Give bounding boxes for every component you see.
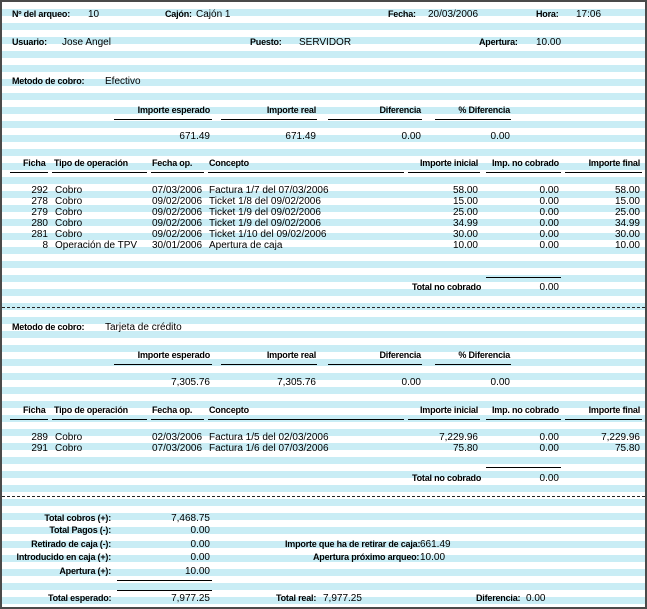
apertura-label: Apertura: xyxy=(479,37,518,47)
puesto-label: Puesto: xyxy=(250,37,282,47)
rule xyxy=(208,172,404,173)
metodo-label: Metodo de cobro: xyxy=(12,76,85,86)
col-header-no-cobrado: Imp. no cobrado xyxy=(491,405,559,415)
summary-header-diferencia: Diferencia xyxy=(379,350,421,360)
puesto-value: SERVIDOR xyxy=(299,37,352,48)
summary-diferencia: 0.00 xyxy=(401,131,421,142)
total-pagos-label: Total Pagos (-): xyxy=(49,525,111,535)
summary-header-real: Importe real xyxy=(266,105,316,115)
cell-fecha: 09/02/2006 xyxy=(152,207,203,218)
cell-concepto: Apertura de caja xyxy=(209,240,283,251)
cell-final: 34.99 xyxy=(614,218,640,229)
summary-real: 7,305.76 xyxy=(277,377,316,388)
metodo-value: Efectivo xyxy=(105,76,141,87)
cell-inicial: 25.00 xyxy=(452,207,478,218)
cell-final: 10.00 xyxy=(614,240,640,251)
cell-no-cobrado: 0.00 xyxy=(539,185,559,196)
rule xyxy=(486,172,561,173)
cell-no-cobrado: 0.00 xyxy=(539,432,559,443)
cell-final: 75.80 xyxy=(614,443,640,454)
col-header-ficha: Ficha xyxy=(23,405,46,415)
cell-tipo: Operación de TPV xyxy=(55,240,138,251)
cell-ficha: 278 xyxy=(31,196,48,207)
total-pagos-value: 0.00 xyxy=(190,525,210,536)
hora-value: 17:06 xyxy=(576,9,602,20)
summary-pct: 0.00 xyxy=(490,377,510,388)
cell-fecha: 09/02/2006 xyxy=(152,196,203,207)
fecha-value: 20/03/2006 xyxy=(428,9,479,20)
retirar-value: 661.49 xyxy=(420,539,451,550)
cell-final: 15.00 xyxy=(614,196,640,207)
cell-inicial: 10.00 xyxy=(452,240,478,251)
rule xyxy=(208,419,404,420)
cell-final: 7,229.96 xyxy=(601,432,640,443)
rule xyxy=(328,364,422,365)
cell-concepto: Factura 1/6 del 07/03/2006 xyxy=(209,443,329,454)
rule xyxy=(221,119,317,120)
col-header-concepto: Concepto xyxy=(209,158,249,168)
cell-inicial: 58.00 xyxy=(452,185,478,196)
diferencia-value: 0.00 xyxy=(526,593,546,604)
col-header-inicial: Importe inicial xyxy=(419,405,478,415)
cell-concepto: Ticket 1/8 del 09/02/2006 xyxy=(209,196,321,207)
cell-ficha: 289 xyxy=(31,432,48,443)
cell-fecha: 09/02/2006 xyxy=(152,218,203,229)
cell-tipo: Cobro xyxy=(55,443,83,454)
cell-ficha: 279 xyxy=(31,207,48,218)
rule xyxy=(565,172,642,173)
cell-inicial: 7,229.96 xyxy=(439,432,478,443)
summary-header-esperado: Importe esperado xyxy=(137,350,210,360)
col-header-concepto: Concepto xyxy=(209,405,249,415)
cell-final: 25.00 xyxy=(614,207,640,218)
cell-final: 58.00 xyxy=(614,185,640,196)
cell-ficha: 8 xyxy=(42,240,48,251)
cell-fecha: 09/02/2006 xyxy=(152,229,203,240)
rule xyxy=(10,172,48,173)
total-real-value: 7,977.25 xyxy=(323,593,362,604)
summary-header-real: Importe real xyxy=(266,350,316,360)
rule xyxy=(151,172,204,173)
cell-concepto: Factura 1/5 del 02/03/2006 xyxy=(209,432,329,443)
diferencia-label: Diferencia: xyxy=(476,593,521,603)
rule xyxy=(114,119,212,120)
fecha-label: Fecha: xyxy=(388,9,416,19)
total-cobros-value: 7,468.75 xyxy=(171,513,210,524)
rule xyxy=(435,119,511,120)
summary-real: 671.49 xyxy=(285,131,316,142)
cell-ficha: 280 xyxy=(31,218,48,229)
rule xyxy=(408,419,480,420)
cell-inicial: 30.00 xyxy=(452,229,478,240)
summary-pct: 0.00 xyxy=(490,131,510,142)
arqueo-value: 10 xyxy=(88,9,100,20)
summary-header-pct: % Diferencia xyxy=(458,350,510,360)
summary-header-esperado: Importe esperado xyxy=(137,105,210,115)
cell-concepto: Factura 1/7 del 07/03/2006 xyxy=(209,185,329,196)
cell-no-cobrado: 0.00 xyxy=(539,207,559,218)
col-header-ficha: Ficha xyxy=(23,158,46,168)
cell-inicial: 75.80 xyxy=(452,443,478,454)
apertura-value: 10.00 xyxy=(536,37,562,48)
col-header-tipo: Tipo de operación xyxy=(54,405,128,415)
cell-fecha: 07/03/2006 xyxy=(152,443,203,454)
rule xyxy=(328,119,422,120)
col-header-final: Importe final xyxy=(588,158,640,168)
usuario-label: Usuario: xyxy=(12,37,47,47)
cell-fecha: 02/03/2006 xyxy=(152,432,203,443)
cell-concepto: Ticket 1/10 del 09/02/2006 xyxy=(209,229,327,240)
apertura-plus-label: Apertura (+): xyxy=(59,566,111,576)
cell-no-cobrado: 0.00 xyxy=(539,443,559,454)
summary-esperado: 671.49 xyxy=(179,131,210,142)
cell-ficha: 281 xyxy=(31,229,48,240)
cell-ficha: 292 xyxy=(31,185,48,196)
total-esperado-label: Total esperado: xyxy=(48,593,112,603)
metodo-value: Tarjeta de crédito xyxy=(105,322,182,333)
cell-tipo: Cobro xyxy=(55,218,83,229)
rule xyxy=(10,419,48,420)
introducido-label: Introducido en caja (+): xyxy=(16,552,111,562)
cell-no-cobrado: 0.00 xyxy=(539,218,559,229)
cell-fecha: 07/03/2006 xyxy=(152,185,203,196)
rule xyxy=(486,277,561,278)
rule xyxy=(151,419,204,420)
usuario-value: Jose Angel xyxy=(62,37,111,48)
rule xyxy=(117,590,212,591)
cell-tipo: Cobro xyxy=(55,196,83,207)
introducido-value: 0.00 xyxy=(190,552,210,563)
total-no-cobrado-value: 0.00 xyxy=(539,282,559,293)
summary-header-pct: % Diferencia xyxy=(458,105,510,115)
metodo-label: Metodo de cobro: xyxy=(12,322,85,332)
cajon-label: Cajón: xyxy=(165,9,192,19)
retirar-label: Importe que ha de retirar de caja: xyxy=(285,539,421,549)
col-header-fecha: Fecha op. xyxy=(152,405,193,415)
rule xyxy=(114,364,212,365)
cell-fecha: 30/01/2006 xyxy=(152,240,203,251)
section-divider xyxy=(2,496,645,497)
rule xyxy=(52,419,147,420)
cell-no-cobrado: 0.00 xyxy=(539,229,559,240)
cell-tipo: Cobro xyxy=(55,229,83,240)
cell-tipo: Cobro xyxy=(55,185,83,196)
col-header-fecha: Fecha op. xyxy=(152,158,193,168)
col-header-tipo: Tipo de operación xyxy=(54,158,128,168)
rule xyxy=(221,364,317,365)
section-divider xyxy=(2,307,645,308)
cell-no-cobrado: 0.00 xyxy=(539,240,559,251)
rule xyxy=(565,419,642,420)
summary-header-diferencia: Diferencia xyxy=(379,105,421,115)
rule xyxy=(486,419,561,420)
cell-concepto: Ticket 1/9 del 09/02/2006 xyxy=(209,207,321,218)
retirado-label: Retirado de caja (-): xyxy=(31,539,111,549)
total-no-cobrado-label: Total no cobrado xyxy=(412,282,482,292)
rule xyxy=(435,364,511,365)
total-cobros-label: Total cobros (+): xyxy=(44,513,111,523)
rule xyxy=(52,172,147,173)
apertura-plus-value: 10.00 xyxy=(184,566,210,577)
cell-inicial: 15.00 xyxy=(452,196,478,207)
cell-ficha: 291 xyxy=(31,443,48,454)
total-esperado-value: 7,977.25 xyxy=(171,593,210,604)
cell-no-cobrado: 0.00 xyxy=(539,196,559,207)
retirado-value: 0.00 xyxy=(190,539,210,550)
cell-final: 30.00 xyxy=(614,229,640,240)
total-real-label: Total real: xyxy=(276,593,317,603)
summary-esperado: 7,305.76 xyxy=(171,377,210,388)
summary-diferencia: 0.00 xyxy=(401,377,421,388)
col-header-no-cobrado: Imp. no cobrado xyxy=(491,158,559,168)
cell-concepto: Ticket 1/9 del 09/02/2006 xyxy=(209,218,321,229)
hora-label: Hora: xyxy=(536,9,559,19)
proxima-label: Apertura próximo arqueo: xyxy=(313,552,420,562)
col-header-final: Importe final xyxy=(588,405,640,415)
cell-tipo: Cobro xyxy=(55,207,83,218)
rule xyxy=(117,580,212,581)
cajon-value: Cajón 1 xyxy=(196,9,231,20)
cell-inicial: 34.99 xyxy=(452,218,478,229)
cell-tipo: Cobro xyxy=(55,432,83,443)
col-header-inicial: Importe inicial xyxy=(419,158,478,168)
total-no-cobrado-value: 0.00 xyxy=(539,473,559,484)
arqueo-label: Nº del arqueo: xyxy=(12,9,70,19)
rule xyxy=(408,172,480,173)
total-no-cobrado-label: Total no cobrado xyxy=(412,473,482,483)
proxima-value: 10.00 xyxy=(420,552,446,563)
rule xyxy=(486,467,561,468)
